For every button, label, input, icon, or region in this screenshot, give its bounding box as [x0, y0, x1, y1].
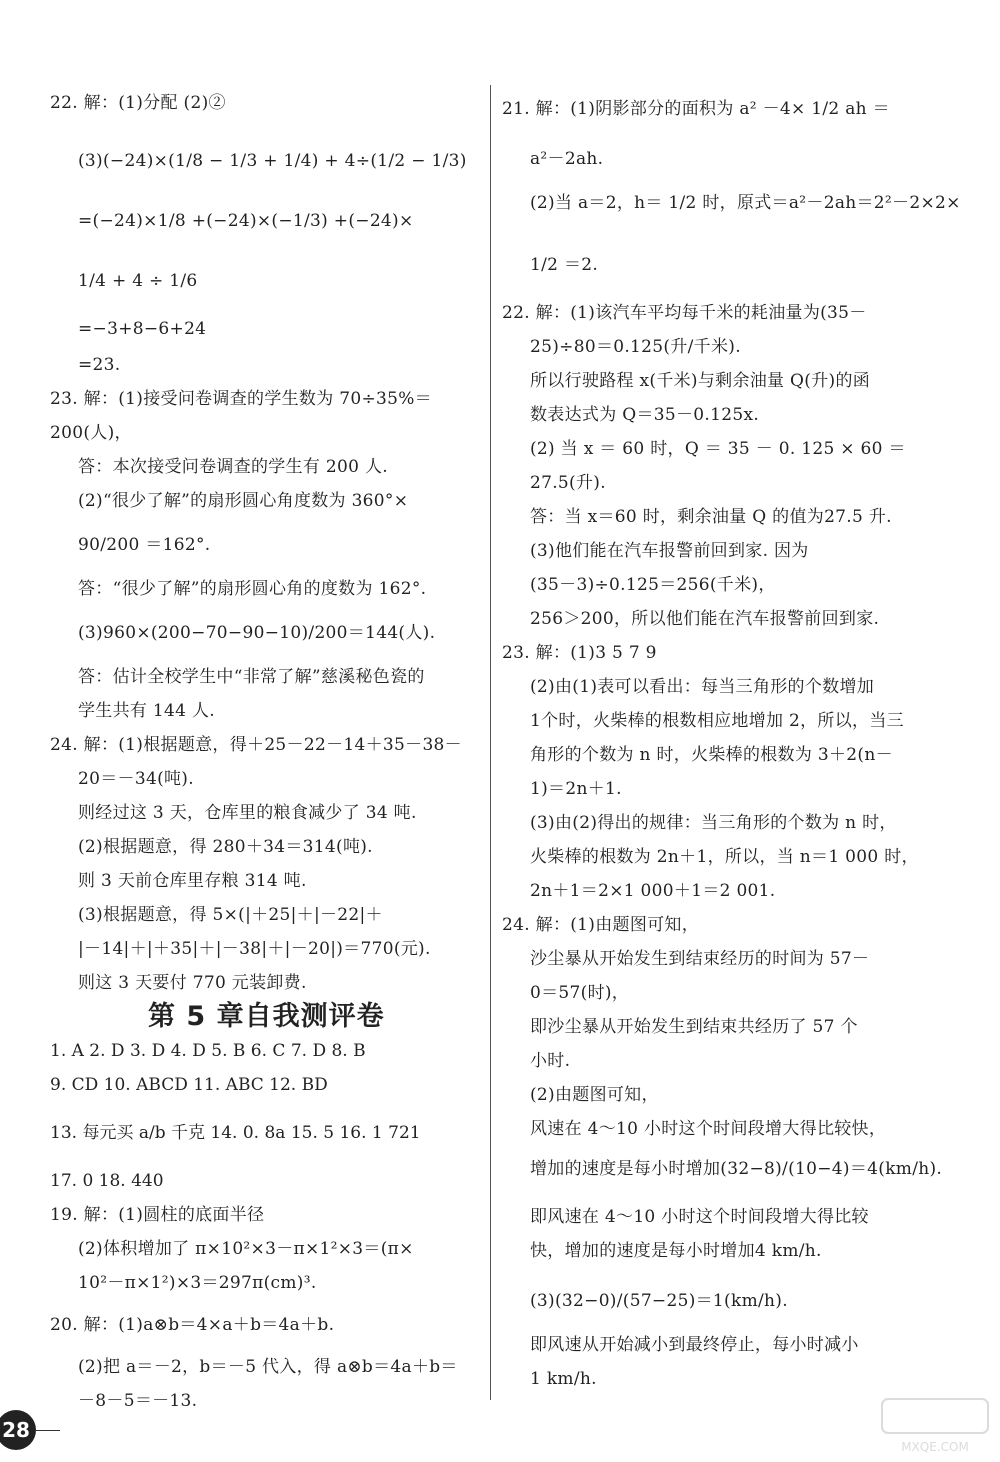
answer-line: 22. 解：(1)分配 (2)②	[50, 93, 226, 113]
answer-line: 256＞200，所以他们能在汽车报警前回到家.	[530, 609, 880, 629]
answer-line: 0＝57(时)，	[530, 983, 630, 1003]
choice-answers: 1. A 2. D 3. D 4. D 5. B 6. C 7. D 8. B	[50, 1041, 366, 1061]
answer-line: (2)“很少了解”的扇形圆心角度数为 360°×	[78, 491, 409, 511]
answer-line: 沙尘暴从开始发生到结束经历的时间为 57－	[530, 949, 870, 969]
answer-line: 1 km/h.	[530, 1369, 597, 1389]
answer-line: 答：本次接受问卷调查的学生有 200 人.	[78, 457, 388, 477]
answer-line: 数表达式为 Q＝35－0.125x.	[530, 405, 760, 425]
answer-line: =(−24)×1/8 +(−24)×(−1/3) +(−24)×	[78, 211, 414, 231]
choice-answers: 9. CD 10. ABCD 11. ABC 12. BD	[50, 1075, 328, 1095]
answer-line: 快，增加的速度是每小时增加4 km/h.	[530, 1241, 822, 1261]
answer-line: 24. 解：(1)由题图可知，	[502, 915, 700, 935]
answer-line: 小时.	[530, 1051, 571, 1071]
answer-line: 则经过这 3 天，仓库里的粮食减少了 34 吨.	[78, 803, 417, 823]
answer-line: (3)根据题意，得 5×(|＋25|＋|－22|＋	[78, 905, 383, 925]
answer-line: (3)(−24)×(1/8 − 1/3 + 1/4) + 4÷(1/2 − 1/3)	[78, 151, 467, 171]
answer-line: (2)当 a＝2，h＝ 1/2 时，原式＝a²－2ah＝2²－2×2×	[530, 193, 961, 213]
answer-line: (2)根据题意，得 280＋34＝314(吨).	[78, 837, 373, 857]
answer-line: 风速在 4～10 小时这个时间段增大得比较快，	[530, 1119, 887, 1139]
choice-answers: 17. 0 18. 440	[50, 1171, 164, 1191]
answer-line: 200(人)，	[50, 423, 132, 443]
answer-line: (35－3)÷0.125＝256(千米)，	[530, 575, 776, 595]
answer-line: 则这 3 天要付 770 元装卸费.	[78, 973, 307, 993]
answer-line: 答：“很少了解”的扇形圆心角的度数为 162°.	[78, 579, 427, 599]
answer-line: (3)960×(200−70−90−10)/200＝144(人).	[78, 623, 436, 643]
answer-line: 1/4 + 4 ÷ 1/6	[78, 271, 198, 291]
page-number-text: 28	[2, 1418, 30, 1442]
answer-line: 1/2 ＝2.	[530, 255, 599, 275]
answer-line: 90/200 ＝162°.	[78, 535, 211, 555]
answer-line: 2n＋1＝2×1 000＋1＝2 001.	[530, 881, 776, 901]
answer-line: (2) 当 x ＝ 60 时，Q ＝ 35 － 0. 125 × 60 ＝	[530, 439, 906, 459]
page-number	[0, 1410, 36, 1450]
answer-line: 即风速从开始减小到最终停止，每小时减小	[530, 1335, 859, 1355]
answer-line: 10²－π×1²)×3＝297π(cm)³.	[78, 1273, 317, 1293]
answer-line: 19. 解：(1)圆柱的底面半径	[50, 1205, 265, 1225]
answer-line: 学生共有 144 人.	[78, 701, 215, 721]
answer-line: =23.	[78, 355, 121, 375]
watermark-logo	[880, 1395, 990, 1455]
choice-answers: 13. 每元买 a/b 千克 14. 0. 8a 15. 5 16. 1 721	[50, 1123, 421, 1143]
answer-line: (3)他们能在汽车报警前回到家. 因为	[530, 541, 809, 561]
answer-line: 20＝－34(吨).	[78, 769, 194, 789]
watermark-text: MXQE.COM	[901, 1440, 969, 1454]
answer-line: 27.5(升).	[530, 473, 606, 493]
answer-line: 22. 解：(1)该汽车平均每千米的耗油量为(35－	[502, 303, 867, 323]
answer-line: 答：估计全校学生中“非常了解”慈溪秘色瓷的	[78, 667, 425, 687]
page-number-rule	[36, 1430, 60, 1431]
answer-line: 增加的速度是每小时增加(32−8)/(10−4)＝4(km/h).	[530, 1159, 943, 1179]
answer-line: (2)由题图可知，	[530, 1085, 659, 1105]
answer-line: |－14|＋|＋35|＋|－38|＋|－20|)＝770(元).	[78, 939, 431, 959]
answer-line: 即沙尘暴从开始发生到结束共经历了 57 个	[530, 1017, 858, 1037]
column-divider	[490, 85, 491, 1400]
answer-line: 23. 解：(1)接受问卷调查的学生数为 70÷35%＝	[50, 389, 432, 409]
answer-line: 角形的个数为 n 时，火柴棒的根数为 3＋2(n－	[530, 745, 893, 765]
answer-line: 20. 解：(1)a⊗b＝4×a＋b＝4a＋b.	[50, 1315, 335, 1335]
answer-line: 答：当 x＝60 时，剩余油量 Q 的值为27.5 升.	[530, 507, 892, 527]
answer-line: a²－2ah.	[530, 149, 604, 169]
answer-line: 即风速在 4～10 小时这个时间段增大得比较	[530, 1207, 869, 1227]
answer-line: 1个时，火柴棒的根数相应地增加 2，所以，当三	[530, 711, 904, 731]
answer-line: 24. 解：(1)根据题意，得＋25－22－14＋35－38－	[50, 735, 462, 755]
answer-line: =−3+8−6+24	[78, 319, 207, 339]
answer-line: 火柴棒的根数为 2n＋1，所以，当 n＝1 000 时，	[530, 847, 919, 867]
answer-line: 1)＝2n＋1.	[530, 779, 622, 799]
answer-line: (2)由(1)表可以看出：每当三角形的个数增加	[530, 677, 875, 697]
answer-line: 所以行驶路程 x(千米)与剩余油量 Q(升)的函	[530, 371, 871, 391]
answer-line: 23. 解：(1)3 5 7 9	[502, 643, 657, 663]
answer-line: (2)把 a＝－2，b＝－5 代入，得 a⊗b＝4a＋b＝	[78, 1357, 458, 1377]
answer-line: 25)÷80＝0.125(升/千米).	[530, 337, 741, 357]
answer-line: (2)体积增加了 π×10²×3－π×1²×3＝(π×	[78, 1239, 414, 1259]
answer-line: 21. 解：(1)阴影部分的面积为 a² －4× 1/2 ah ＝	[502, 99, 890, 119]
answer-line: －8－5＝－13.	[78, 1391, 198, 1411]
answer-line: 则 3 天前仓库里存粮 314 吨.	[78, 871, 307, 891]
answer-line: (3)(32−0)/(57−25)＝1(km/h).	[530, 1291, 788, 1311]
section-heading: 第 5 章自我测评卷	[148, 1001, 385, 1032]
answer-line: (3)由(2)得出的规律：当三角形的个数为 n 时，	[530, 813, 897, 833]
